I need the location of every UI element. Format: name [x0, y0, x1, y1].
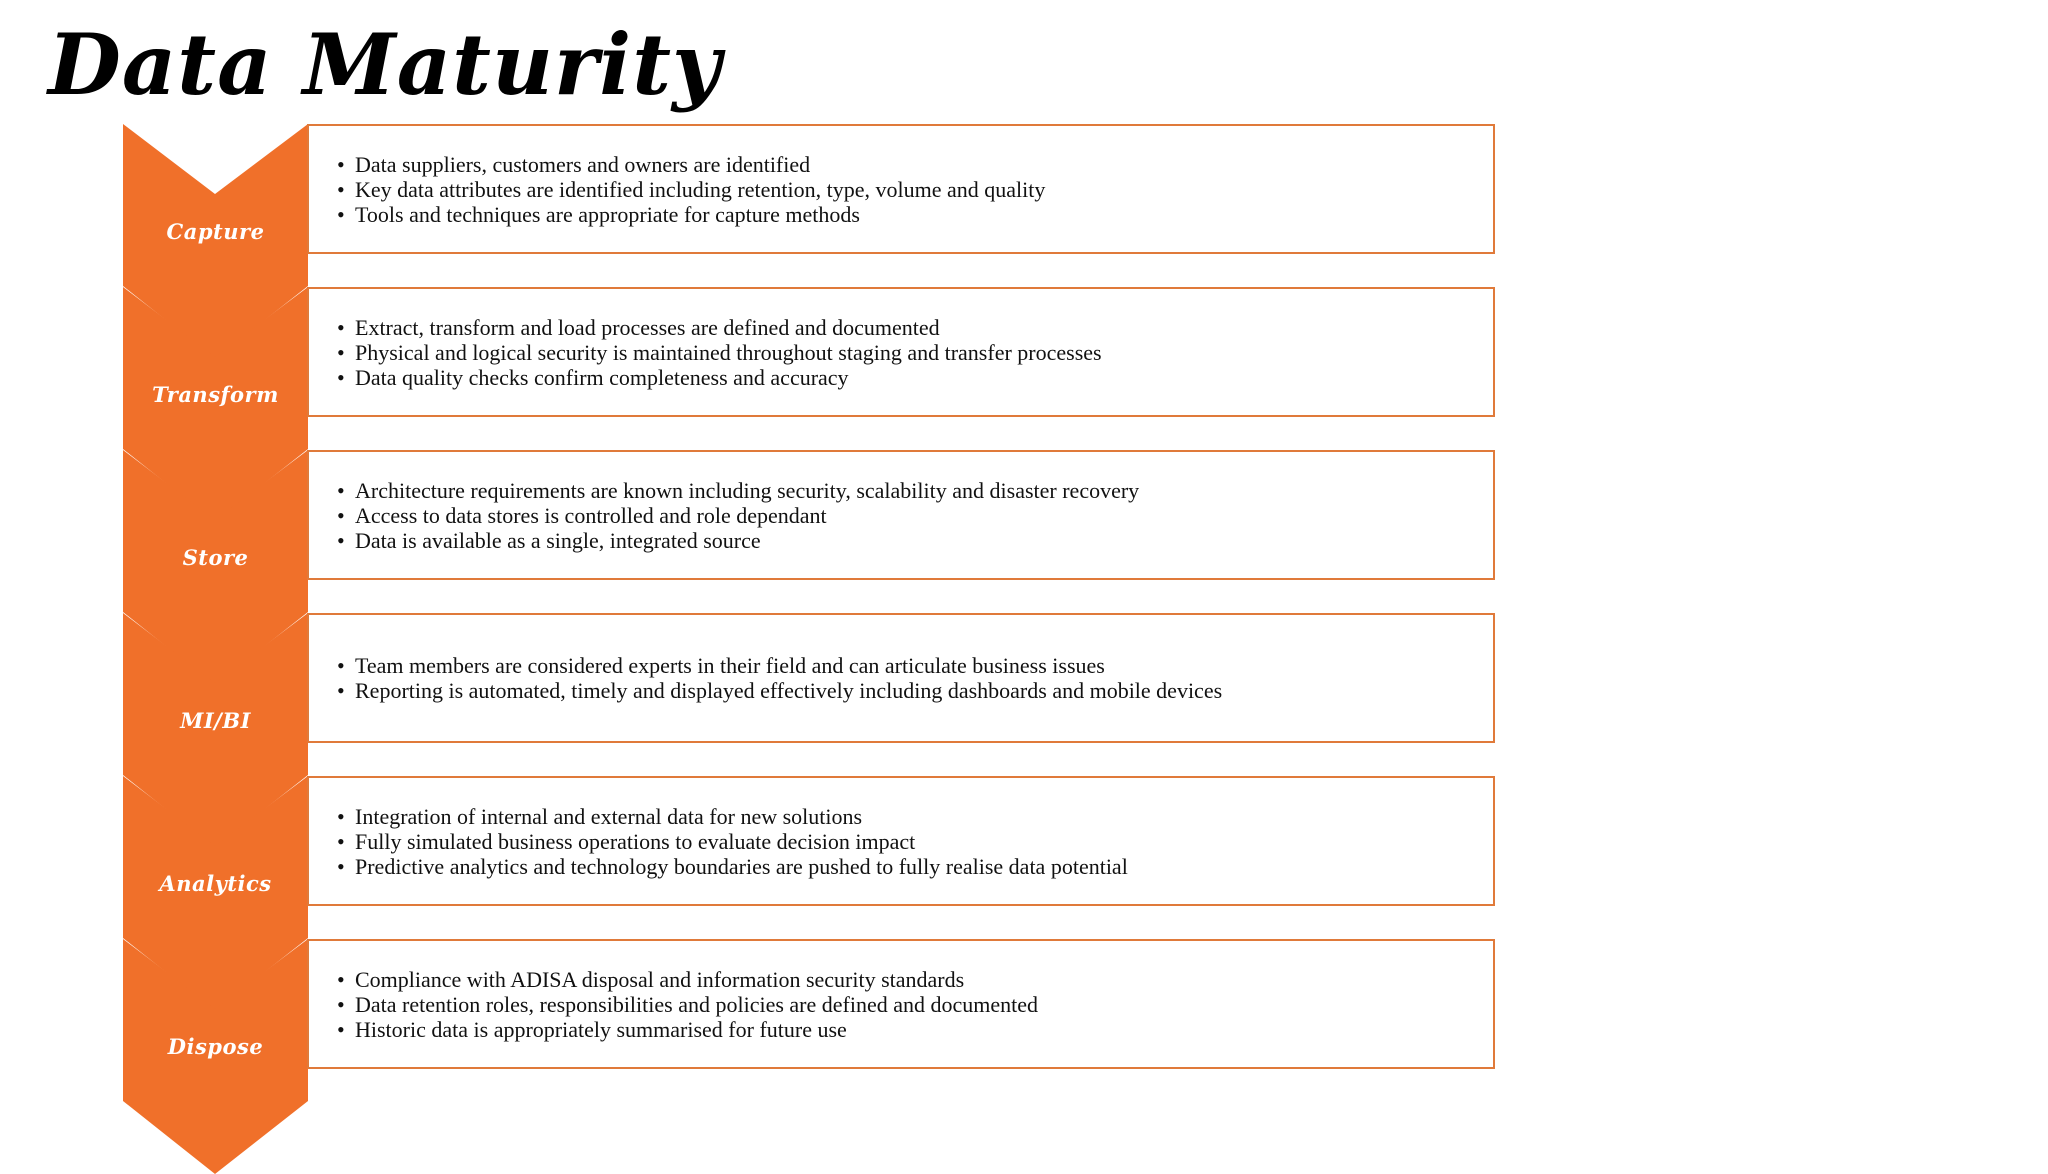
- stage-analytics: [0, 776, 2048, 940]
- stage-description-box: [307, 939, 1495, 1069]
- stage-description-box: [307, 287, 1495, 417]
- stage-dispose: [0, 939, 2048, 1103]
- bullet-list: [335, 653, 1473, 703]
- bullet-list: [335, 804, 1473, 879]
- stage-description-box: [307, 124, 1495, 254]
- bullet-item: • Tools and techniques are appropriate for capture methods: [335, 202, 1473, 227]
- bullet-item: • Compliance with ADISA disposal and information security standards: [335, 967, 1473, 992]
- bullet-item: • Data suppliers, customers and owners are identified: [335, 152, 1473, 177]
- stage-description-box: [307, 613, 1495, 743]
- stage-label: Store: [182, 545, 249, 570]
- bullet-item: • Integration of internal and external data for new solutions: [335, 804, 1473, 829]
- stage-description-box: [307, 450, 1495, 580]
- bullet-item: • Team members are considered experts in their field and can articulate business issues: [335, 653, 1473, 678]
- bullet-item: • Historic data is appropriately summarised for future use: [335, 1017, 1473, 1042]
- bullet-item: • Physical and logical security is maintained throughout staging and transfer processes: [335, 340, 1473, 365]
- stage-label: Capture: [166, 219, 265, 244]
- bullet-item: • Fully simulated business operations to evaluate decision impact: [335, 829, 1473, 854]
- stage-transform: [0, 287, 2048, 451]
- bullet-item: • Predictive analytics and technology boundaries are pushed to fully realise data potential: [335, 854, 1473, 879]
- page-title: Data Maturity: [48, 15, 722, 114]
- bullet-item: • Architecture requirements are known including security, scalability and disaster recovery: [335, 478, 1473, 503]
- bullet-item: • Access to data stores is controlled and role dependant: [335, 503, 1473, 528]
- bullet-item: • Key data attributes are identified including retention, type, volume and quality: [335, 177, 1473, 202]
- bullet-item: • Data is available as a single, integrated source: [335, 528, 1473, 553]
- stage-mi-bi: [0, 613, 2048, 777]
- bullet-list: [335, 152, 1473, 227]
- stage-capture: [0, 124, 2048, 288]
- bullet-list: [335, 478, 1473, 553]
- bullet-item: • Data quality checks confirm completeness and accuracy: [335, 365, 1473, 390]
- stage-label: Analytics: [159, 871, 272, 896]
- bullet-list: [335, 967, 1473, 1042]
- stage-store: [0, 450, 2048, 614]
- stage-label: Transform: [152, 382, 279, 407]
- stage-description-box: [307, 776, 1495, 906]
- bullet-item: • Reporting is automated, timely and displayed effectively including dashboards and mobile devices: [335, 678, 1473, 703]
- bullet-list: [335, 315, 1473, 390]
- stage-label: Dispose: [167, 1034, 264, 1059]
- bullet-item: • Extract, transform and load processes are defined and documented: [335, 315, 1473, 340]
- stage-label: MI/BI: [180, 708, 251, 733]
- bullet-item: • Data retention roles, responsibilities and policies are defined and documented: [335, 992, 1473, 1017]
